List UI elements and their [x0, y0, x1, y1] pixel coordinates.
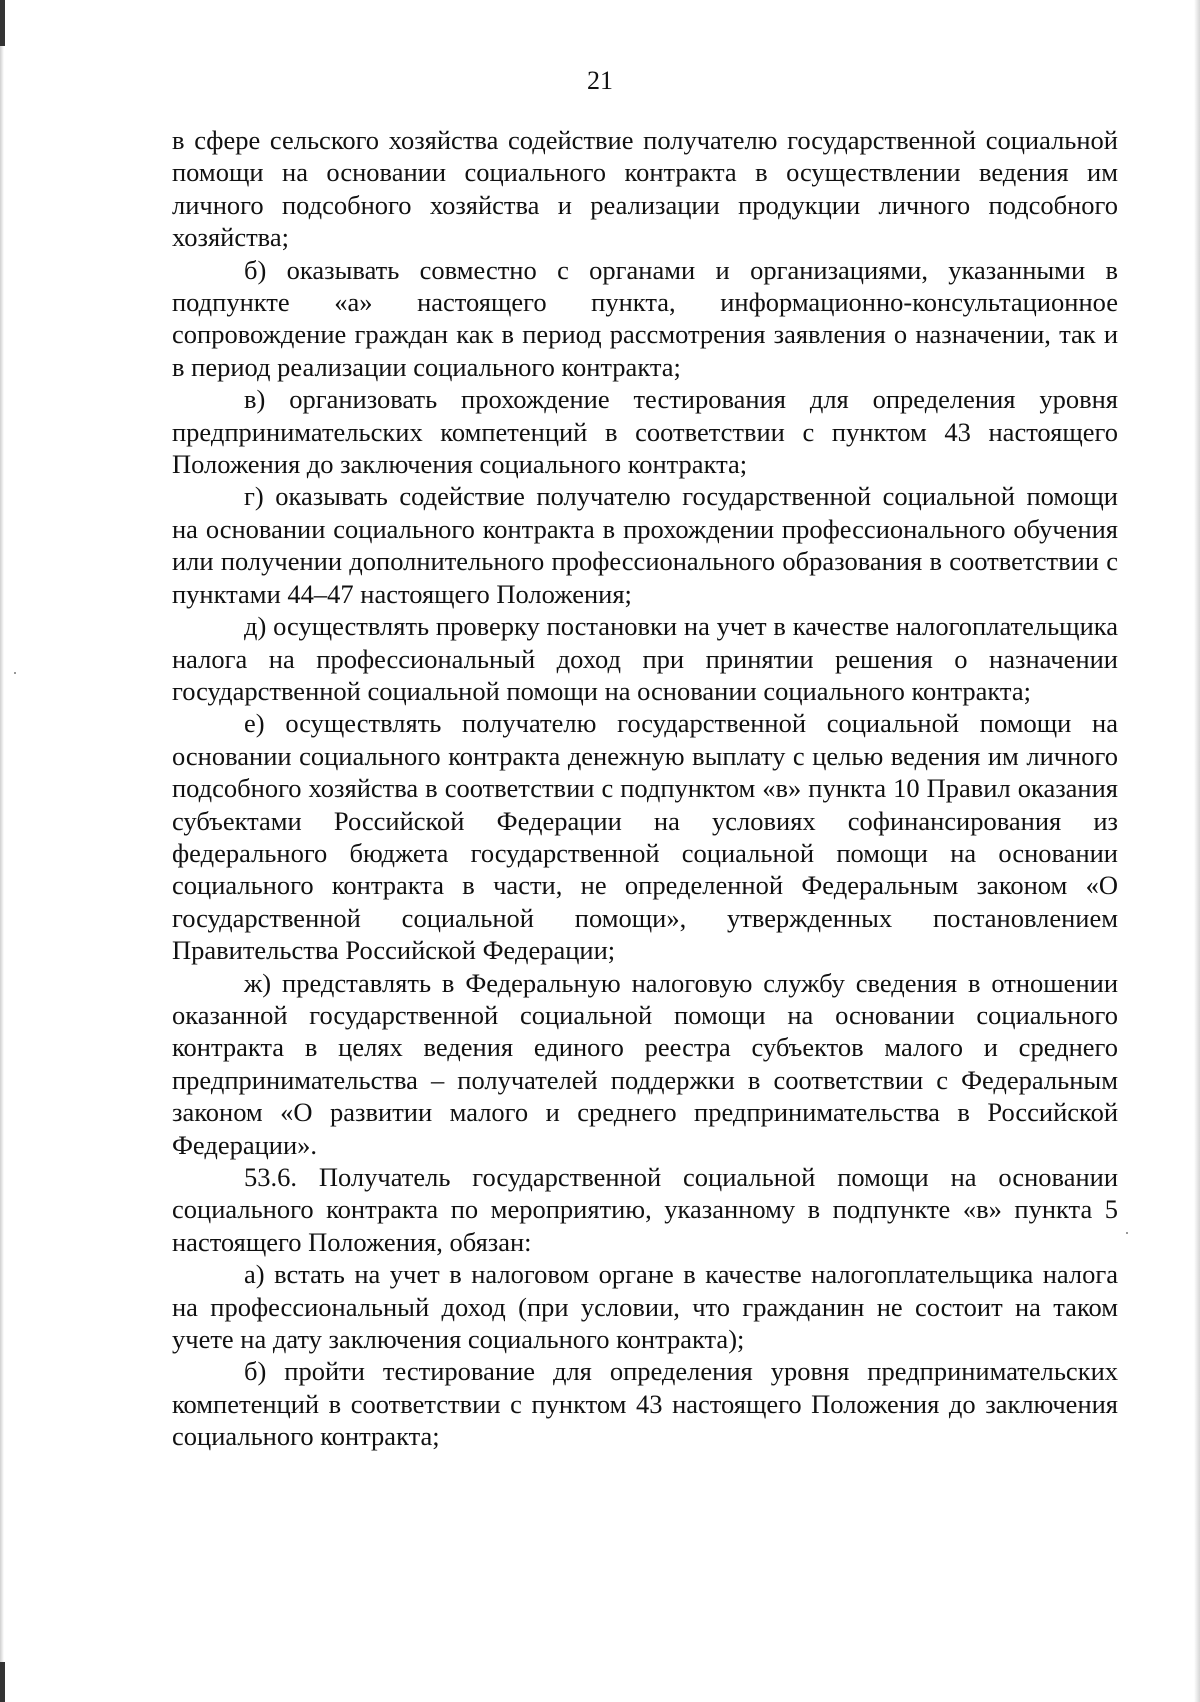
paragraph: в) организовать прохождение тестирования для определения уровня предпринимательских компетенций в соответствии с пунктом 43 настоящего Положения до заключения социального контракта; [172, 384, 1118, 480]
paragraph: г) оказывать содействие получателю государственной социальной помощи на основании социального контракта в прохождении профессионального обучения или получении дополнительного профессионального образования в соответствии с пунктами 44–47 настоящего Положения; [172, 481, 1118, 609]
paragraph: е) осуществлять получателю государственной социальной помощи на основании социального контракта денежную выплату с целью ведения им личного подсобного хозяйства в соответствии с подпунктом «в» пункта 10 Правил оказания субъектами Российской Федерации на условиях софинансирования из федерального бюджета государственной социальной помощи на основании социального контракта в части, не определенной Федеральным законом «О государственной социальной помощи», утвержденных постановлением Правительства Российской Федерации; [172, 708, 1118, 966]
paragraph: б) оказывать совместно с органами и организациями, указанными в подпункте «а» настоящего пункта, информационно-консультационное сопровождение граждан как в период рассмотрения заявления о назначении, так и в период реализации социального контракта; [172, 254, 1118, 382]
page-number: 21 [587, 66, 613, 95]
paragraph: а) встать на учет в налоговом органе в качестве налогоплательщика налога на профессиональный доход (при условии, что гражданин не состоит на таком учете на дату заключения социального контракта); [172, 1259, 1118, 1355]
scan-mark-bottom [0, 1662, 5, 1702]
scan-speck [1126, 1232, 1128, 1234]
paragraph: в сфере сельского хозяйства содействие получателю государственной социальной помощи на основании социального контракта в осуществлении ведения им личного подсобного хозяйства и реализации продукции личного подсобного хозяйства; [172, 125, 1118, 253]
document-body [172, 124, 1118, 1453]
paragraph: б) пройти тестирование для определения уровня предпринимательских компетенций в соответствии с пунктом 43 настоящего Положения до заключения социального контракта; [172, 1356, 1118, 1452]
paragraph: ж) представлять в Федеральную налоговую службу сведения в отношении оказанной государственной социальной помощи на основании социального контракта в целях ведения единого реестра субъектов малого и среднего предпринимательства – получателей поддержки в соответствии с Федеральным законом «О развитии малого и среднего предпринимательства в Российской Федерации». [172, 967, 1118, 1160]
scan-edge-left [0, 0, 4, 1702]
scan-edge-right [1194, 0, 1200, 1702]
scan-speck [14, 672, 16, 674]
scan-mark-top [0, 0, 5, 46]
paragraph: 53.6. Получатель государственной социальной помощи на основании социального контракта по мероприятию, указанному в подпункте «в» пункта 5 настоящего Положения, обязан: [172, 1162, 1118, 1257]
paragraph: д) осуществлять проверку постановки на учет в качестве налогоплательщика налога на профессиональный доход при принятии решения о назначении государственной социальной помощи на основании социального контракта; [172, 611, 1118, 706]
